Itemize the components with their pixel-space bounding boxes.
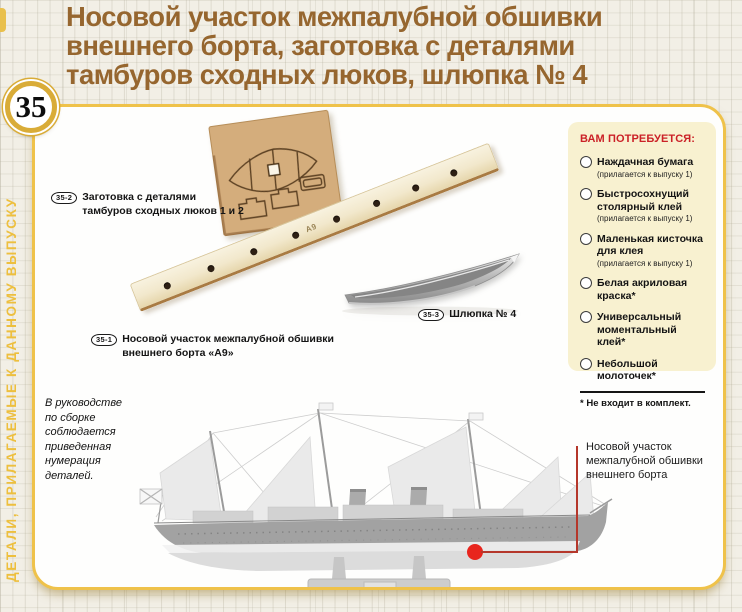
panel-separator <box>580 391 705 394</box>
panel-footnote: * Не входит в комплект. <box>580 398 691 409</box>
item-label: Белая акриловая краска* <box>597 277 688 302</box>
plank-hole <box>291 231 300 240</box>
bullet-circle-icon <box>580 311 592 323</box>
part-label-35-3 <box>418 308 516 322</box>
callout-line-horizontal <box>481 551 578 553</box>
item-label: Маленькая кисточка для клея <box>597 232 703 257</box>
callout-label-line: внешнего борта <box>586 469 668 481</box>
assembly-note: В руководстве по сборке соблюдается приведенная нумерация деталей. <box>45 397 122 482</box>
part-label-text: Носовой участок межпалубной обшивки внешнего борта «А9» <box>122 333 334 359</box>
sidebar-vertical-label: ДЕТАЛИ, ПРИЛАГАЕМЫЕ К ДАННОМУ ВЫПУСКУ <box>4 197 19 582</box>
plank-hole <box>372 199 381 208</box>
plank-hole <box>163 281 172 290</box>
plank-hole <box>332 215 341 224</box>
plank-part-marking: А9 <box>304 221 319 235</box>
item-note: (прилагается к выпуску 1) <box>597 258 693 268</box>
page-title-line: внешнего борта, заготовка с деталями <box>66 30 575 61</box>
plank-hole <box>206 264 215 273</box>
part-badge: 35-3 <box>418 309 444 321</box>
part-badge: 35-2 <box>51 192 77 204</box>
item-label: Универсальный моментальный клей* <box>597 311 682 348</box>
bullet-circle-icon <box>580 358 592 370</box>
issue-number-badge <box>5 81 57 133</box>
required-item <box>580 277 707 302</box>
part-label-text: Шлюпка № 4 <box>449 308 517 320</box>
callout-label <box>586 440 703 482</box>
plank-hole <box>249 247 258 256</box>
required-item <box>580 311 707 349</box>
bullet-circle-icon <box>580 233 592 245</box>
issue-number: 35 <box>15 89 47 124</box>
plank-hole <box>411 183 420 192</box>
panel-header: ВАМ ПОТРЕБУЕТСЯ: <box>580 133 696 145</box>
item-note: (прилагается к выпуску 1) <box>597 214 693 223</box>
required-item <box>580 188 707 224</box>
bullet-circle-icon <box>580 277 592 289</box>
part-label-35-1 <box>91 333 340 360</box>
bullet-circle-icon <box>580 156 592 168</box>
part-label-text: Заготовка с деталями тамбуров сходных люков 1 и 2 <box>82 191 244 217</box>
required-item <box>580 358 707 383</box>
callout-line-vertical <box>576 446 578 552</box>
bullet-circle-icon <box>580 188 592 200</box>
plank-hole <box>449 168 458 177</box>
callout-label-line: Носовой участок <box>586 441 672 453</box>
item-label: Быстросохнущий столярный клей <box>597 188 689 213</box>
stern-flag <box>140 489 162 523</box>
content-panel <box>32 104 726 590</box>
page-title-line: Носовой участок межпалубной обшивки <box>66 1 603 32</box>
item-note: (прилагается к выпуску 1) <box>597 169 693 179</box>
page-title-line: тамбуров сходных люков, шлюпка № 4 <box>66 59 588 90</box>
part-badge: 35-1 <box>91 334 117 346</box>
item-label: Небольшой молоточек* <box>597 357 658 382</box>
you-will-need-panel <box>568 122 716 409</box>
page-title <box>66 2 723 89</box>
required-item <box>580 156 707 179</box>
required-item <box>580 233 707 269</box>
part-label-35-2 <box>51 191 244 218</box>
callout-label-line: межпалубной обшивки <box>586 455 703 467</box>
page-edge-decoration <box>0 8 6 32</box>
ship-photo <box>138 395 613 590</box>
item-label: Наждачная бумага <box>597 156 694 168</box>
